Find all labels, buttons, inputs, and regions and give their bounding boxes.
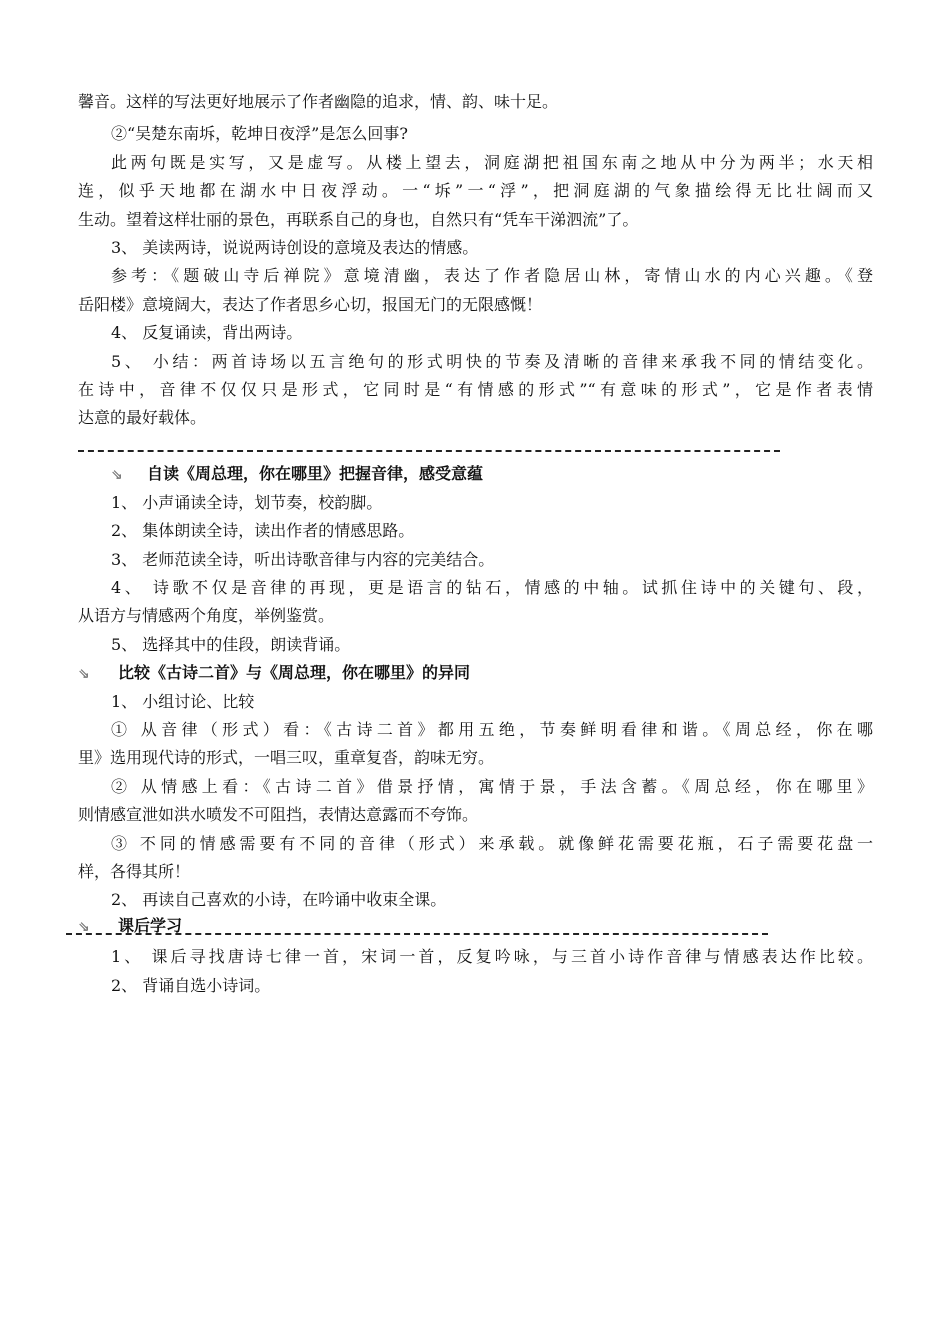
section-heading bbox=[78, 662, 470, 685]
paragraph-line: 此两句既是实写，又是虚写。从楼上望去，洞庭湖把祖国东南之地从中分为两半；水天相 bbox=[111, 153, 873, 172]
section-heading bbox=[111, 463, 483, 486]
paragraph-line: 馨音。这样的写法更好地展示了作者幽隐的追求，情、韵、味十足。 bbox=[78, 92, 559, 111]
paragraph-line: 4、 反复诵读，背出两诗。 bbox=[111, 323, 303, 342]
paragraph-line: 里》选用现代诗的形式，一唱三叹，重章复沓，韵味无穷。 bbox=[78, 748, 495, 767]
paragraph-line: ②“吴楚东南坼，乾坤日夜浮”是怎么回事? bbox=[111, 124, 408, 143]
paragraph-line: 则情感宣泄如洪水喷发不可阻挡，表情达意露而不夸饰。 bbox=[78, 805, 479, 824]
paragraph-line: 4、 诗歌不仅是音律的再现，更是语言的钻石，情感的中轴。试抓住诗中的关键句、段， bbox=[111, 578, 873, 597]
dashed-divider bbox=[78, 450, 780, 452]
paragraph-line: ② 从情感上看：《古诗二首》借景抒情，寓情于景，手法含蓄。《周总经，你在哪里》 bbox=[111, 777, 873, 796]
paragraph-line: 达意的最好载体。 bbox=[78, 408, 207, 427]
paragraph-line: 连，似乎天地都在湖水中日夜浮动。一“坼”一“浮”，把洞庭湖的气象描绘得无比壮阔而又 bbox=[78, 181, 873, 200]
paragraph-line: 1、 课后寻找唐诗七律一首，宋词一首，反复吟咏，与三首小诗作音律与情感表达作比较。 bbox=[111, 947, 873, 966]
paragraph-line: ① 从音律（形式）看：《古诗二首》都用五绝，节奏鲜明看律和谐。《周总经，你在哪 bbox=[111, 720, 873, 739]
paragraph-line: 3、 美读两诗，说说两诗创设的意境及表达的情感。 bbox=[111, 238, 479, 257]
heading-text: 课后学习 bbox=[118, 916, 183, 935]
heading-text: 比较《古诗二首》与《周总理，你在哪里》的异同 bbox=[118, 663, 471, 682]
paragraph-line: 岳阳楼》意境阔大，表达了作者思乡心切，报国无门的无限感慨！ bbox=[78, 295, 543, 314]
paragraph-line: 在诗中，音律不仅仅只是形式，它同时是“有情感的形式”“有意味的形式”，它是作者表情 bbox=[78, 380, 873, 399]
paragraph-line: 5、 小结：两首诗场以五言绝句的形式明快的节奏及清晰的音律来承我不同的情结变化。 bbox=[111, 352, 873, 371]
paragraph-line: 5、 选择其中的佳段，朗读背诵。 bbox=[111, 635, 351, 654]
paragraph-line: 2、 再读自己喜欢的小诗，在吟诵中收束全课。 bbox=[111, 890, 447, 909]
arrow-bullet-icon: ⇘ bbox=[78, 919, 90, 935]
paragraph-line: 1、 小组讨论、比较 bbox=[111, 692, 255, 711]
paragraph-line: 3、 老师范读全诗，听出诗歌音律与内容的完美结合。 bbox=[111, 550, 495, 569]
paragraph-line: 2、 背诵自选小诗词。 bbox=[111, 976, 271, 995]
paragraph-line: 参考：《题破山寺后禅院》意境清幽，表达了作者隐居山林，寄情山水的内心兴趣。《登 bbox=[111, 266, 873, 285]
paragraph-line: ③ 不同的情感需要有不同的音律（形式）来承载。就像鲜花需要花瓶，石子需要花盘一 bbox=[111, 834, 873, 853]
paragraph-line: 样，各得其所！ bbox=[78, 862, 191, 881]
paragraph-line: 1、 小声诵读全诗，划节奏，校韵脚。 bbox=[111, 493, 383, 512]
arrow-bullet-icon: ⇘ bbox=[78, 666, 90, 682]
heading-text: 自读《周总理，你在哪里》把握音律，感受意蕴 bbox=[147, 464, 484, 483]
paragraph-line: 生动。望着这样壮丽的景色，再联系自己的身也，自然只有“凭车干涕泗流”了。 bbox=[78, 210, 639, 229]
paragraph-line: 2、 集体朗读全诗，读出作者的情感思路。 bbox=[111, 521, 415, 540]
arrow-bullet-icon: ⇘ bbox=[111, 467, 123, 483]
paragraph-line: 从语方与情感两个角度，举例鉴赏。 bbox=[78, 606, 335, 625]
dashed-divider bbox=[66, 933, 768, 935]
